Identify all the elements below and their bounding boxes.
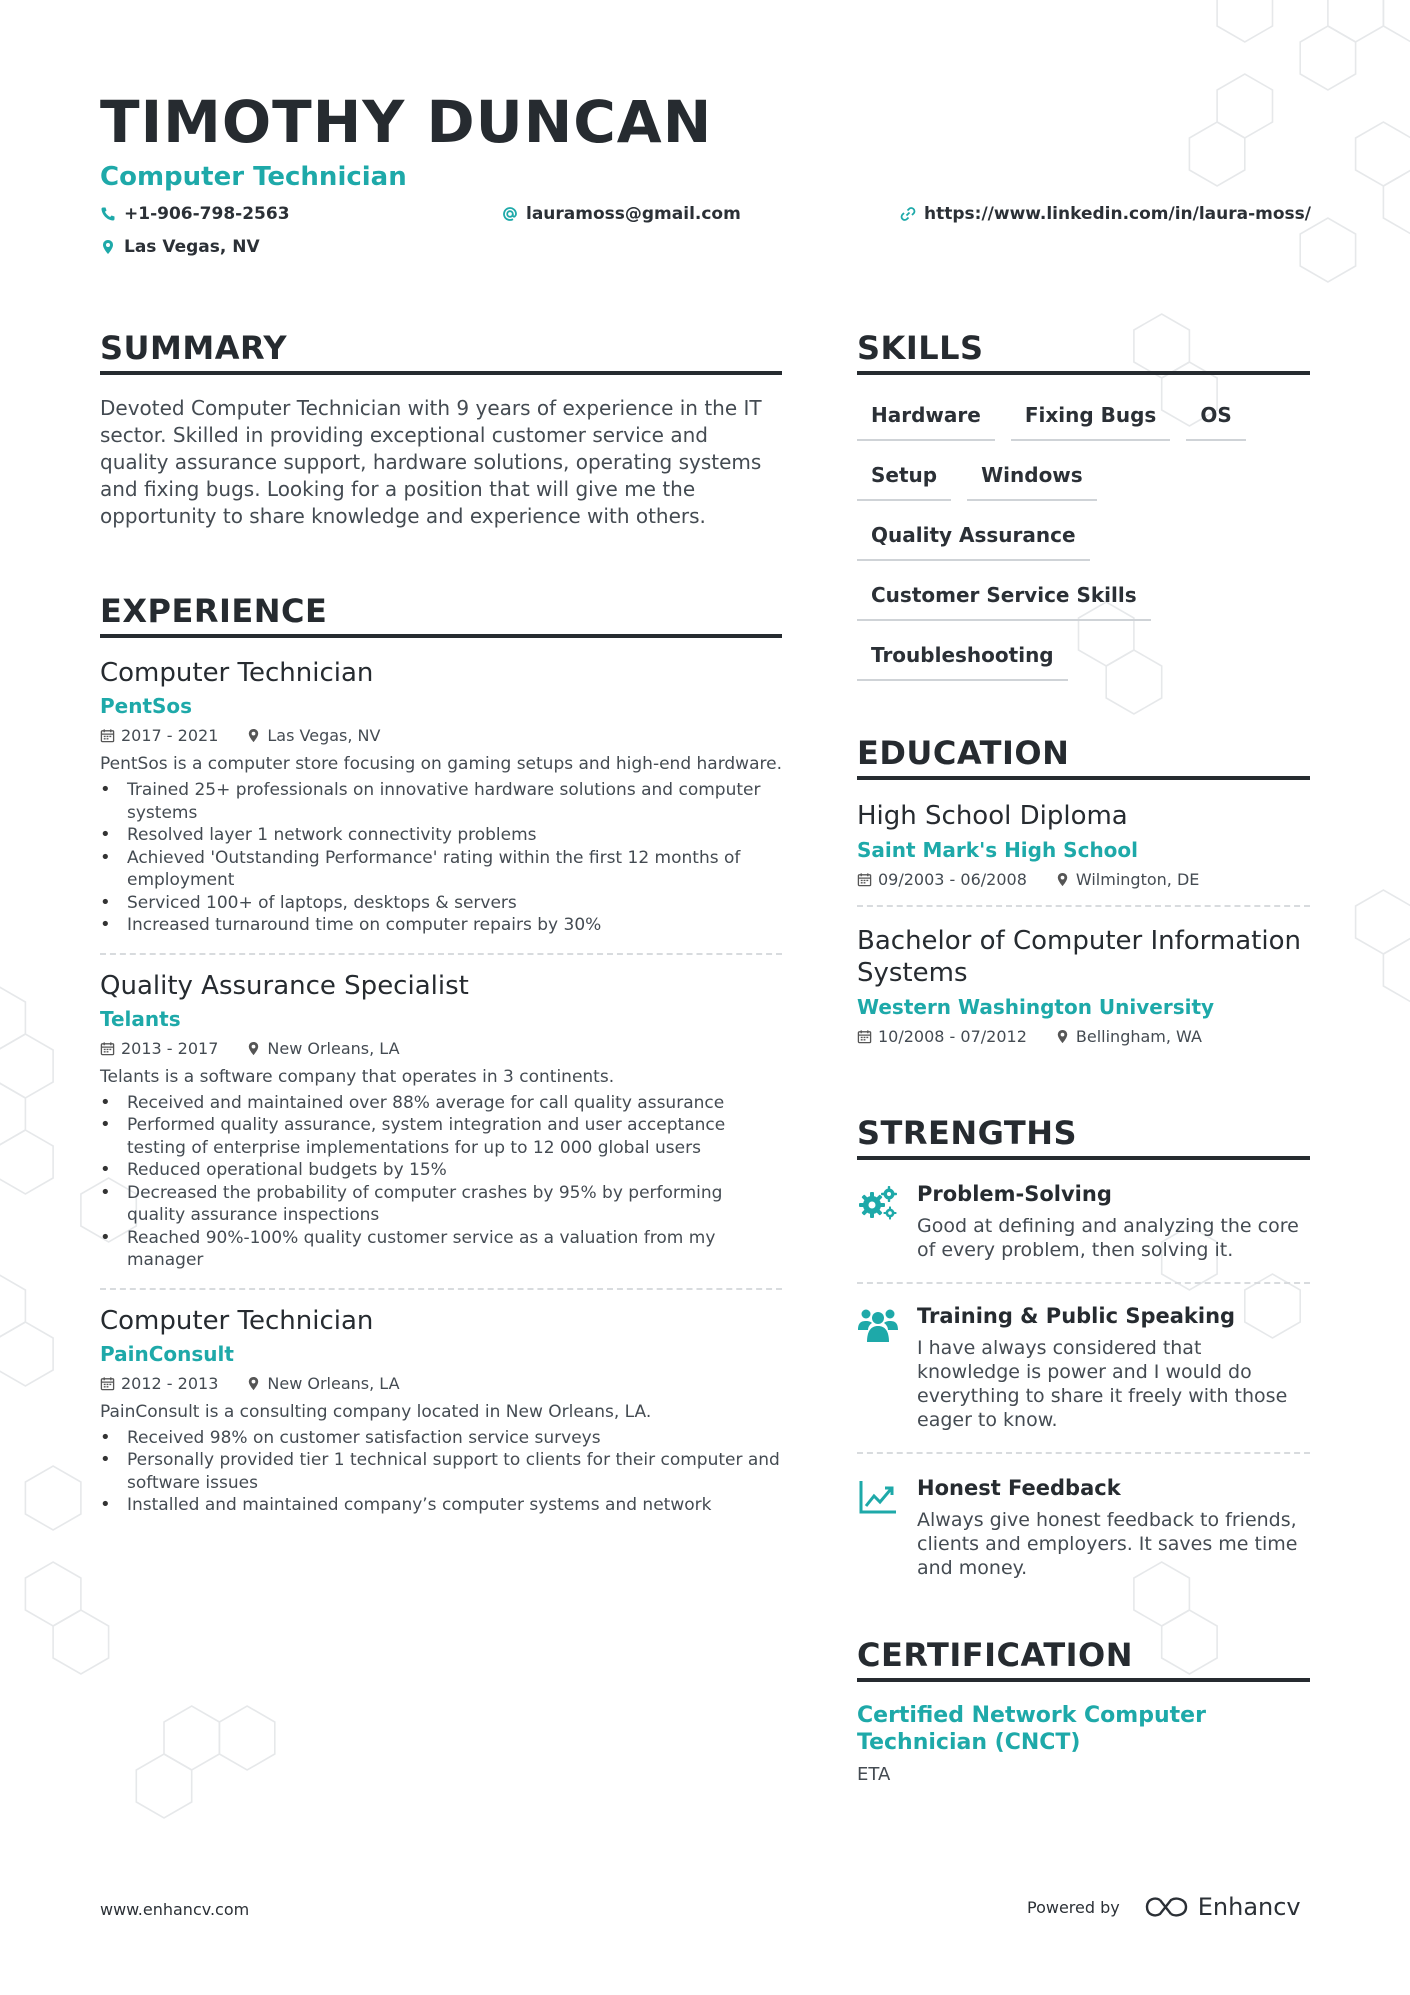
strengths-heading: STRENGTHS — [857, 1114, 1310, 1160]
footer-branding — [1027, 1893, 1301, 1921]
skill-tag: Quality Assurance — [857, 511, 1090, 561]
job-bullet: • Reached 90%-100% quality customer service as a valuation from my manager — [100, 1227, 782, 1272]
at-icon — [502, 206, 518, 222]
job-bullet: • Performed quality assurance, system integration and user acceptance testing of enterprise implementations for up to 12 000 global users — [100, 1114, 782, 1159]
people-icon — [857, 1306, 899, 1344]
job-company[interactable]: PentSos — [100, 694, 193, 718]
location-text: Las Vegas, NV — [124, 237, 260, 257]
link-icon — [900, 206, 916, 222]
contact-phone[interactable] — [100, 204, 290, 224]
location-pin-icon — [1055, 872, 1070, 887]
strength-divider — [857, 1452, 1310, 1454]
calendar-icon — [100, 1376, 115, 1391]
phone-icon — [100, 206, 116, 222]
job-bullet: • Reduced operational budgets by 15% — [100, 1159, 782, 1182]
location-pin-icon — [246, 1376, 261, 1391]
certification-name: Certified Network Computer Technician (CNCT) — [857, 1703, 1206, 1755]
job-title: Computer Technician — [100, 658, 374, 688]
skills-heading: SKILLS — [857, 329, 1310, 375]
calendar-icon — [857, 1029, 872, 1044]
contact-location — [100, 237, 260, 257]
job-company[interactable]: Telants — [100, 1006, 181, 1031]
job-bullet: • Trained 25+ professionals on innovative hardware solutions and computer systems — [100, 779, 782, 824]
skill-tag: Fixing Bugs — [1011, 391, 1171, 441]
email-text: lauramoss@gmail.com — [526, 204, 741, 224]
skill-tag: Windows — [967, 451, 1097, 501]
education-location: Bellingham, WA — [1075, 1027, 1202, 1046]
strength-item — [857, 1476, 1310, 1580]
strength-divider — [857, 1282, 1310, 1284]
experience-divider — [100, 1288, 782, 1290]
experience-item — [100, 971, 782, 1272]
job-description: PainConsult is a consulting company located in New Orleans, LA. — [100, 1401, 652, 1422]
strength-title: Training & Public Speaking — [917, 1304, 1236, 1328]
certification-section — [857, 1636, 1310, 1785]
job-bullet: • Received and maintained over 88% average for call quality assurance — [100, 1092, 782, 1115]
skill-tag: Hardware — [857, 391, 995, 441]
location-pin-icon — [246, 728, 261, 743]
job-bullets — [100, 1427, 782, 1517]
job-meta — [100, 1374, 782, 1393]
location-pin-icon — [246, 1041, 261, 1056]
job-bullet: • Personally provided tier 1 technical support to clients for their computer and software issues — [100, 1449, 782, 1494]
degree-title: Bachelor of Computer Information Systems — [857, 926, 1301, 988]
brand-name: Enhancv — [1197, 1893, 1301, 1921]
calendar-icon — [100, 728, 115, 743]
job-location: New Orleans, LA — [267, 1373, 400, 1393]
job-bullet: • Serviced 100+ of laptops, desktops & servers — [100, 892, 782, 915]
education-item — [857, 800, 1310, 889]
contact-email[interactable] — [502, 204, 741, 224]
candidate-name: TIMOTHY DUNCAN — [100, 88, 713, 156]
job-title: Computer Technician — [100, 1305, 374, 1336]
contact-linkedin[interactable] — [900, 204, 1311, 224]
job-bullet: • Installed and maintained company’s computer systems and network — [100, 1494, 782, 1517]
job-dates: 2017 - 2021 — [121, 726, 219, 745]
job-dates: 2013 - 2017 — [121, 1038, 219, 1058]
enhancv-logo[interactable] — [1144, 1893, 1301, 1921]
strength-title: Problem-Solving — [917, 1182, 1112, 1206]
skill-tag: Setup — [857, 451, 951, 501]
footer-website-link[interactable]: www.enhancv.com — [100, 1900, 250, 1919]
job-bullet: • Decreased the probability of computer crashes by 95% by performing quality assurance inspections — [100, 1182, 782, 1227]
summary-text: Devoted Computer Technician with 9 years of experience in the IT sector. Skilled in providing exceptional customer service and quality assurance support, hardware solutions, operating systems and fixing bugs. Looking for a position that will give me the opportunity to share knowledge and experience with others. — [100, 396, 762, 528]
experience-item — [100, 658, 782, 937]
gears-icon — [857, 1184, 899, 1222]
job-meta — [100, 1039, 782, 1058]
job-bullets — [100, 1092, 782, 1272]
skill-tag: Troubleshooting — [857, 631, 1068, 681]
job-company[interactable]: PainConsult — [100, 1341, 234, 1366]
enhancv-logo-mark-icon — [1144, 1895, 1190, 1919]
education-heading: EDUCATION — [857, 734, 1310, 780]
phone-text: +1-906-798-2563 — [124, 204, 290, 224]
job-bullet: • Achieved 'Outstanding Performance' rating within the first 12 months of employment — [100, 847, 782, 892]
job-description: PentSos is a computer store focusing on gaming setups and high-end hardware. — [100, 754, 782, 774]
job-description: Telants is a software company that operates in 3 continents. — [100, 1066, 615, 1087]
strengths-section — [857, 1114, 1310, 1580]
education-dates: 09/2003 - 06/2008 — [878, 870, 1027, 889]
education-location: Wilmington, DE — [1075, 870, 1200, 889]
job-location: Las Vegas, NV — [267, 726, 381, 745]
skill-tag: Customer Service Skills — [857, 571, 1151, 621]
skills-section — [857, 329, 1310, 691]
linkedin-text: https://www.linkedin.com/in/laura-moss/ — [924, 204, 1312, 224]
strength-description: Good at defining and analyzing the core of every problem, then solving it. — [917, 1215, 1299, 1261]
education-item — [857, 925, 1310, 1046]
strength-item — [857, 1304, 1310, 1432]
experience-item — [100, 1306, 782, 1517]
certification-issuer: ETA — [857, 1764, 891, 1785]
location-pin-icon — [1055, 1029, 1070, 1044]
powered-by-label: Powered by — [1027, 1897, 1120, 1917]
calendar-icon — [857, 872, 872, 887]
education-meta — [857, 1027, 1310, 1046]
experience-divider — [100, 953, 782, 955]
job-dates: 2012 - 2013 — [121, 1373, 219, 1393]
school-name[interactable]: Western Washington University — [857, 995, 1215, 1019]
calendar-icon — [100, 1041, 115, 1056]
certification-heading: CERTIFICATION — [857, 1636, 1310, 1682]
summary-section — [100, 329, 782, 530]
education-section — [857, 734, 1310, 1046]
summary-heading: SUMMARY — [100, 329, 782, 375]
experience-section — [100, 592, 782, 1517]
job-bullets — [100, 779, 782, 937]
job-bullet: • Increased turnaround time on computer repairs by 30% — [100, 914, 782, 937]
strength-title: Honest Feedback — [917, 1476, 1121, 1500]
location-pin-icon — [100, 239, 116, 255]
school-name[interactable]: Saint Mark's High School — [857, 838, 1139, 862]
skill-tag: OS — [1186, 391, 1245, 441]
job-location: New Orleans, LA — [267, 1038, 400, 1058]
strength-description: I have always considered that knowledge is power and I would do everything to share it freely with those eager to know. — [917, 1337, 1288, 1431]
job-meta — [100, 726, 782, 745]
candidate-role: Computer Technician — [100, 162, 407, 192]
degree-title: High School Diploma — [857, 801, 1128, 831]
strength-description: Always give honest feedback to friends, clients and employers. It saves me time and money. — [917, 1509, 1298, 1579]
chart-line-icon — [857, 1478, 899, 1516]
strength-item — [857, 1182, 1310, 1262]
job-bullet: • Received 98% on customer satisfaction service surveys — [100, 1427, 782, 1450]
education-divider — [857, 905, 1310, 907]
skills-list — [857, 391, 1310, 691]
experience-heading: EXPERIENCE — [100, 592, 782, 638]
education-meta — [857, 870, 1310, 889]
job-bullet: • Resolved layer 1 network connectivity problems — [100, 824, 782, 847]
education-dates: 10/2008 - 07/2012 — [878, 1027, 1027, 1046]
job-title: Quality Assurance Specialist — [100, 970, 469, 1001]
